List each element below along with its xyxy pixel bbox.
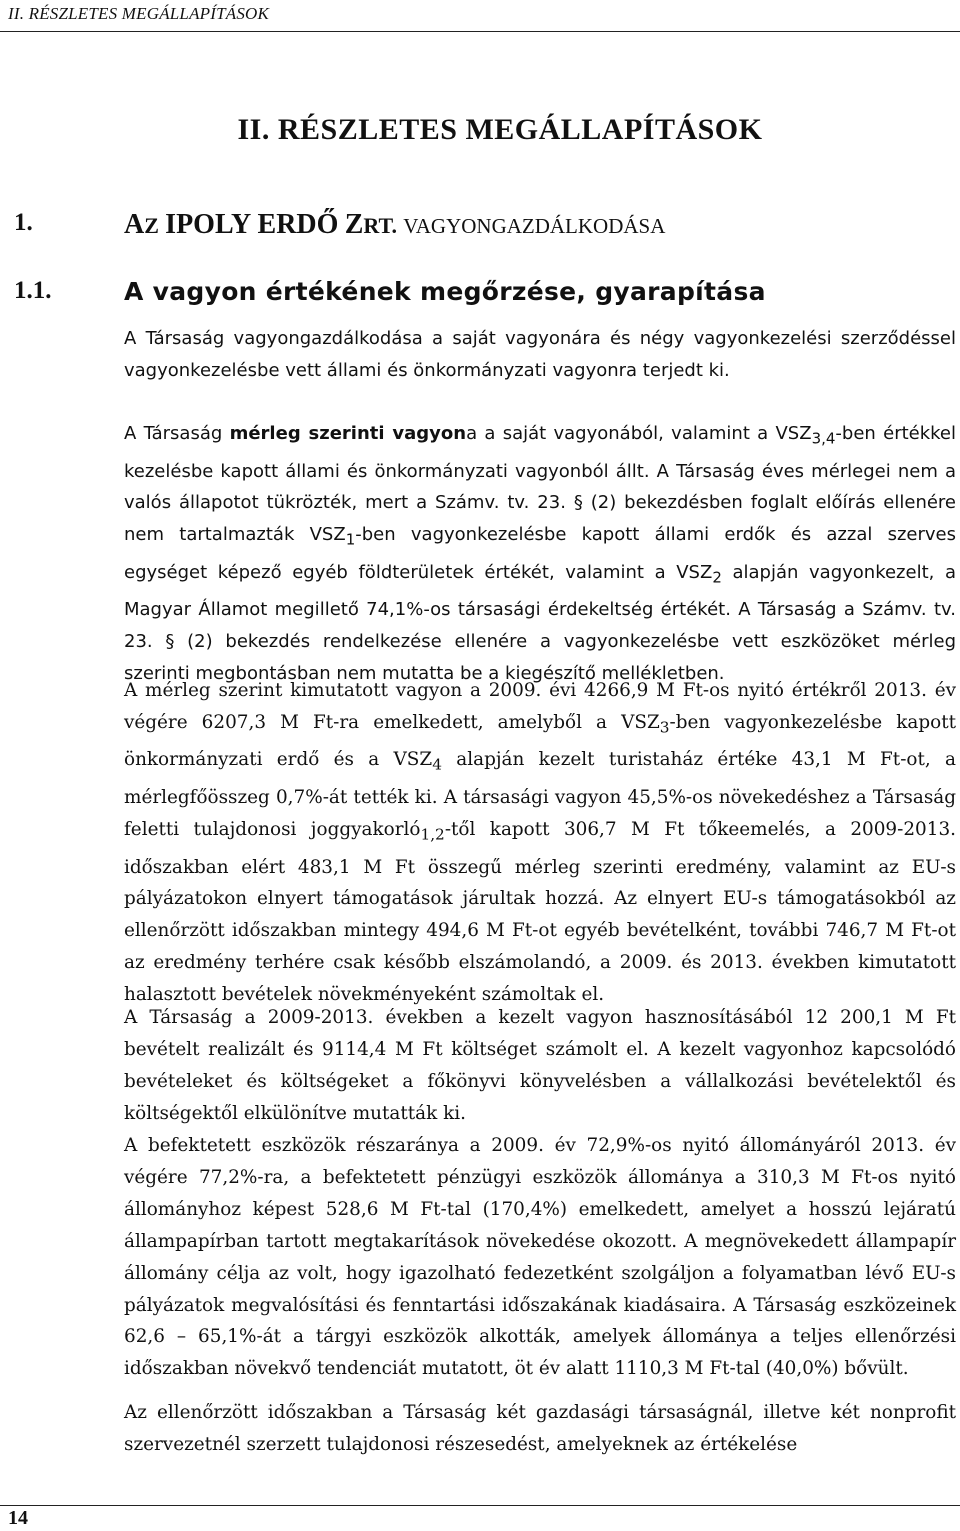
paragraph-scope: A Társaság vagyongazdálkodása a saját vagyonára és négy vagyonkezelési szerződéssel vagyonkezelésbe vett állami és önkormányzati vagyonra terjedt ki. xyxy=(124,328,956,381)
bold-term: mérleg szerinti vagyon xyxy=(229,423,467,444)
section-title: AZ IPOLY ERDŐ ZRT. VAGYONGAZDÁLKODÁSA xyxy=(124,209,666,240)
chapter-title: II. RÉSZLETES MEGÁLLAPÍTÁSOK xyxy=(237,113,763,146)
subsection-title: A vagyon értékének megőrzése, gyarapítása xyxy=(124,277,766,306)
header-rule xyxy=(0,31,960,32)
footer-rule xyxy=(0,1505,960,1506)
paragraph-balance-sheet-assets: A Társaság mérleg szerinti vagyona a saját vagyonából, valamint a $VSZ_{3,4}$-ben értékkel kezelésbe kapott állami és önkormányzati vagyonból állt. A Társaság éves mérlegei nem a valós állapotot tükrözték, mert a Számv. tv. 23. § (2) bekezdésben foglalt előírás ellenére nem tartalmazták $VSZ_1$-ben vagyonkezelésbe kapott állami erdők és azzal szerves egységet képező egyéb földterületek értékét, valamint a $VSZ_2$ alapján vagyonkezelt, a Magyar Államot megillető 74,1%-os társasági érdekeltség értékét. A Társaság a Számv. tv. 23. § (2) bekezdés rendelkezése ellenére a vagyonkezelésbe vett eszközöket mérleg szerinti megbontásban nem mutatta be a kiegészítő mellékletben. xyxy=(124,423,957,685)
page-number: 14 xyxy=(8,1507,28,1529)
subsection-number: 1.1. xyxy=(14,277,52,304)
paragraph-managed-assets: A Társaság a 2009-2013. években a kezelt vagyon hasznosításából 12 200,1 M Ft bevételt realizált és 9114,4 M Ft költséget számolt el. A kezelt vagyonhoz kapcsolódó bevételeket és költségeket a főkönyvi könyvelésben a vállalkozási bevételektől és költségektől elkülönítve mutatták ki. xyxy=(124,1007,956,1124)
paragraph-asset-growth: A mérleg szerint kimutatott vagyon a 2009. évi 4266,9 M Ft-os nyitó értékről 2013. év végére 6207,3 M Ft-ra emelkedett, amelyből a $VSZ_3$-ben vagyonkezelésbe kapott önkormányzati erdő és a $VSZ_4$ alapján kezelt turistaház értéke 43,1 M Ft-ot, a mérlegfőösszeg 0,7%-át tették ki. A társasági vagyon 45,5%-os növekedéshez a Társaság feletti tulajdonosi joggyakorló$_{1,2}$-től kapott 306,7 M Ft tőkeemelés, a 2009-2013. időszakban elért 483,1 M Ft összegű mérleg szerinti eredmény, valamint az EU-s pályázatokon elnyert támogatások járultak hozzá. Az elnyert EU-s támogatásokból az ellenőrzött időszakban mintegy 494,6 M Ft-ot egyéb bevételként, további 746,7 M Ft-ot az eredmény terhére csak később elszámolandó, a 2009. és 2013. években kimutatott halasztott bevételek növekményeként számoltak el. xyxy=(124,680,956,1006)
paragraph-holdings: Az ellenőrzött időszakban a Társaság két gazdasági társaságnál, illetve két nonprofit szervezetnél szerzett tulajdonosi részesedést, amelyeknek az értékelése xyxy=(124,1402,956,1455)
section-number: 1. xyxy=(14,209,33,236)
paragraph-fixed-assets: A befektetett eszközök részaránya a 2009. év 72,9%-os nyitó állományáról 2013. év végére 77,2%-ra, a befektetett pénzügyi eszközök állománya a 310,3 M Ft-os nyitó állományhoz képest 528,6 M Ft-tal (170,4%) emelkedett, amelyet a hosszú lejáratú állampapírban tartott megtakarítások növekedése okozott. A megnövekedett állampapír állomány célja az volt, hogy igazolható fedezetként szolgáljon a folyamatban lévő EU-s pályázatok megvalósítási és fenntartási időszakának kiadásaira. A Társaság eszközeinek 62,6 – 65,1%-át a tárgyi eszközök alkották, amelyek állománya a teljes ellenőrzési időszakban növekvő tendenciát mutatott, öt év alatt 1110,3 M Ft-tal (40,0%) bővült. xyxy=(124,1135,956,1380)
running-header: II. RÉSZLETES MEGÁLLAPÍTÁSOK xyxy=(8,4,270,23)
